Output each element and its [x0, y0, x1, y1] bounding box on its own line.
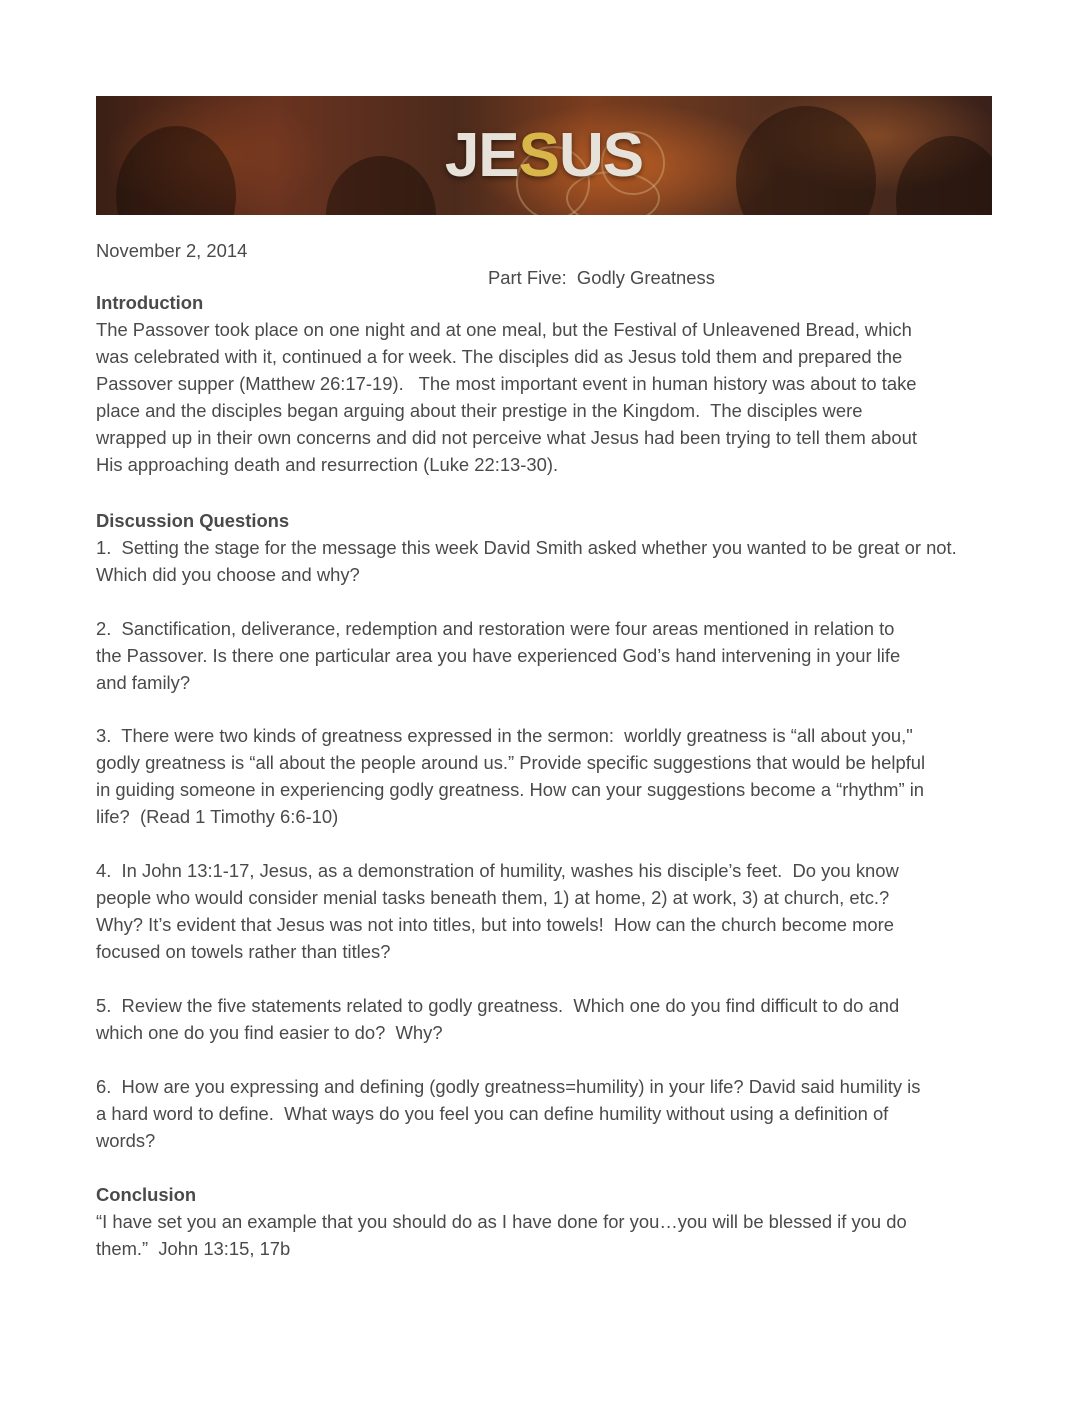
question-3: 3. There were two kinds of greatness expressed in the sermon: worldly greatness is “all about you," godly greatness is “all about the people around us.” Provide specific suggestions that would be helpful in guiding someone in experiencing godly greatness. How can your suggestions become a “rhythm” in life? (Read 1 Timothy 6:6-10) — [96, 725, 926, 827]
question-5: 5. Review the five statements related to godly greatness. Which one do you find difficult to do and which one do you find easier to do? Why? — [96, 995, 900, 1043]
conclusion-heading: Conclusion — [96, 1184, 197, 1205]
discussion-heading: Discussion Questions — [96, 510, 290, 531]
part-title: Part Five: Godly Greatness — [488, 267, 715, 288]
question-2: 2. Sanctification, deliverance, redemption and restoration were four areas mentioned in relation to the Passover. Is there one particular area you have experienced God’s hand intervening in your life and family? — [96, 618, 901, 693]
introduction-heading: Introduction — [96, 292, 204, 313]
question-4: 4. In John 13:1-17, Jesus, as a demonstration of humility, washes his disciple’s feet. Do you know people who would consider menial tasks beneath them, 1) at home, 2) at work, 3) at church, etc.? Why? It’s evident that Jesus was not into titles, but into towels! How can the church become more focused on towels rather than titles? — [96, 860, 899, 962]
conclusion-text: “I have set you an example that you should do as I have done for you…you will be blessed if you do them.” John 13:15, 17b — [96, 1211, 907, 1259]
banner-title: JESUS — [444, 121, 644, 190]
question-1: 1. Setting the stage for the message this week David Smith asked whether you wanted to be great or not. Which did you choose and why? — [96, 537, 957, 585]
jesus-banner-image — [96, 96, 992, 215]
question-6: 6. How are you expressing and defining (godly greatness=humility) in your life? David said humility is a hard word to define. What ways do you feel you can define humility without using a definition of words? — [96, 1076, 921, 1151]
introduction-text: The Passover took place on one night and at one meal, but the Festival of Unleavened Bread, which was celebrated with it, continued a for week. The disciples did as Jesus told them and prepared the Passover supper (Matthew 26:17-19). The most important event in human history was about to take place and the disciples began arguing about their prestige in the Kingdom. The disciples were wrapped up in their own concerns and did not perceive what Jesus had been trying to tell them about His approaching death and resurrection (Luke 22:13-30). — [96, 319, 917, 475]
document-date: November 2, 2014 — [96, 240, 248, 261]
